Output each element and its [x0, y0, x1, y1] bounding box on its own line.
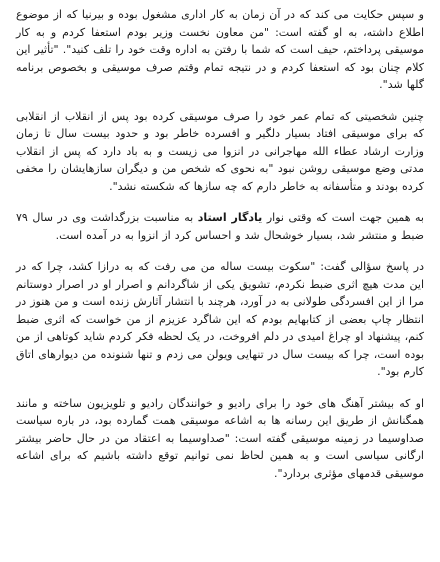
- paragraph-3-after: به مناسبت بزرگداشت وی در سال ۷۹ ضبط و منتشر شد، بسیار خوشحال شد و احساس کرد از انزوا به در آمده است.: [16, 211, 424, 242]
- paragraph-5: او که بیشتر آهنگ های خود را برای رادیو و خوانندگان رادیو و تلویزیون ساخته و مانند همگنانش از طریق این رسانه ها به اشاعه موسیقی همت گمارده بود، در باره سیاست صداوسیما در زمینه موسیقی گفته است: "صداوسیما به اعتقاد من در حال حاضر بیشتر ارگانی سیاسی است و به همین لحاظ نمی توانیم توقع داشته باشیم که برای اشاعه موسیقی قدمهای مؤثری بردارد".: [16, 396, 424, 480]
- paragraph-4: در پاسخ سؤالی گفت: "سکوت بیست ساله من می رفت که به درازا کشد، چرا که در این مدت هیچ اثری ضبط نکردم، تشویق یکی از شاگردانم و اصرار او در اصرار دوستانم مرا از این افسردگی طولانی به در آورد، هرچند با انتشار آثارش زنده است و من هنوز در انتظار چاپ بعضی از کتابهایم بودم که این شاگرد عزیزم از من خواست که اثری ضبط کنم، پیشنهاد او چراغ امیدی در دلم افروخت، در یک لحظه فکر کردم شاید کوتاهی از من بوده است، چرا که بیست سال در تنهایی ویولن می زدم و تنها شنونده من دیوارهای اتاق کارم بود".: [16, 260, 424, 378]
- paragraph-2: چنین شخصیتی که تمام عمر خود را صرف موسیقی کرده بود پس از انقلاب از انقلابی که برای موسیقی افتاد بسیار دلگیر و افسرده خاطر بود و حدود بیست سال تا زمان وزارت ارشاد عطاء الله مهاجرانی در انزوا می زیست و به باد دارد که پس از انقلاب مدتی وضع موسیقی روشن نبود "به نحوی که شخص من و دیگران سازهایشان را مخفی کرده بودند و متأسفانه به خاطر دارم که چه سازها که شکسته نشد".: [16, 109, 424, 193]
- paragraph-3-before: به همین جهت است که وقتی نوار: [262, 211, 424, 224]
- paragraph-1: و سپس حکایت می کند که در آن زمان به کار اداری مشغول بوده و بیرنیا که از موضوع اطلاع داشته، به او گفته است: "من معاون نخست وزیر بودم استعفا کردم و به کار موسیقی پرداختم، حیف است که شما با رفتن به اداره وقت خود را تلف کنید". "تأثیر این کلام چنان بود که استعفا کردم و در نتیجه تمام وقتم صرف موسیقی و بخصوص برنامه گلها شد".: [16, 8, 424, 91]
- paragraph-3: [16, 209, 424, 244]
- album-title: یادگار استاد: [197, 211, 263, 224]
